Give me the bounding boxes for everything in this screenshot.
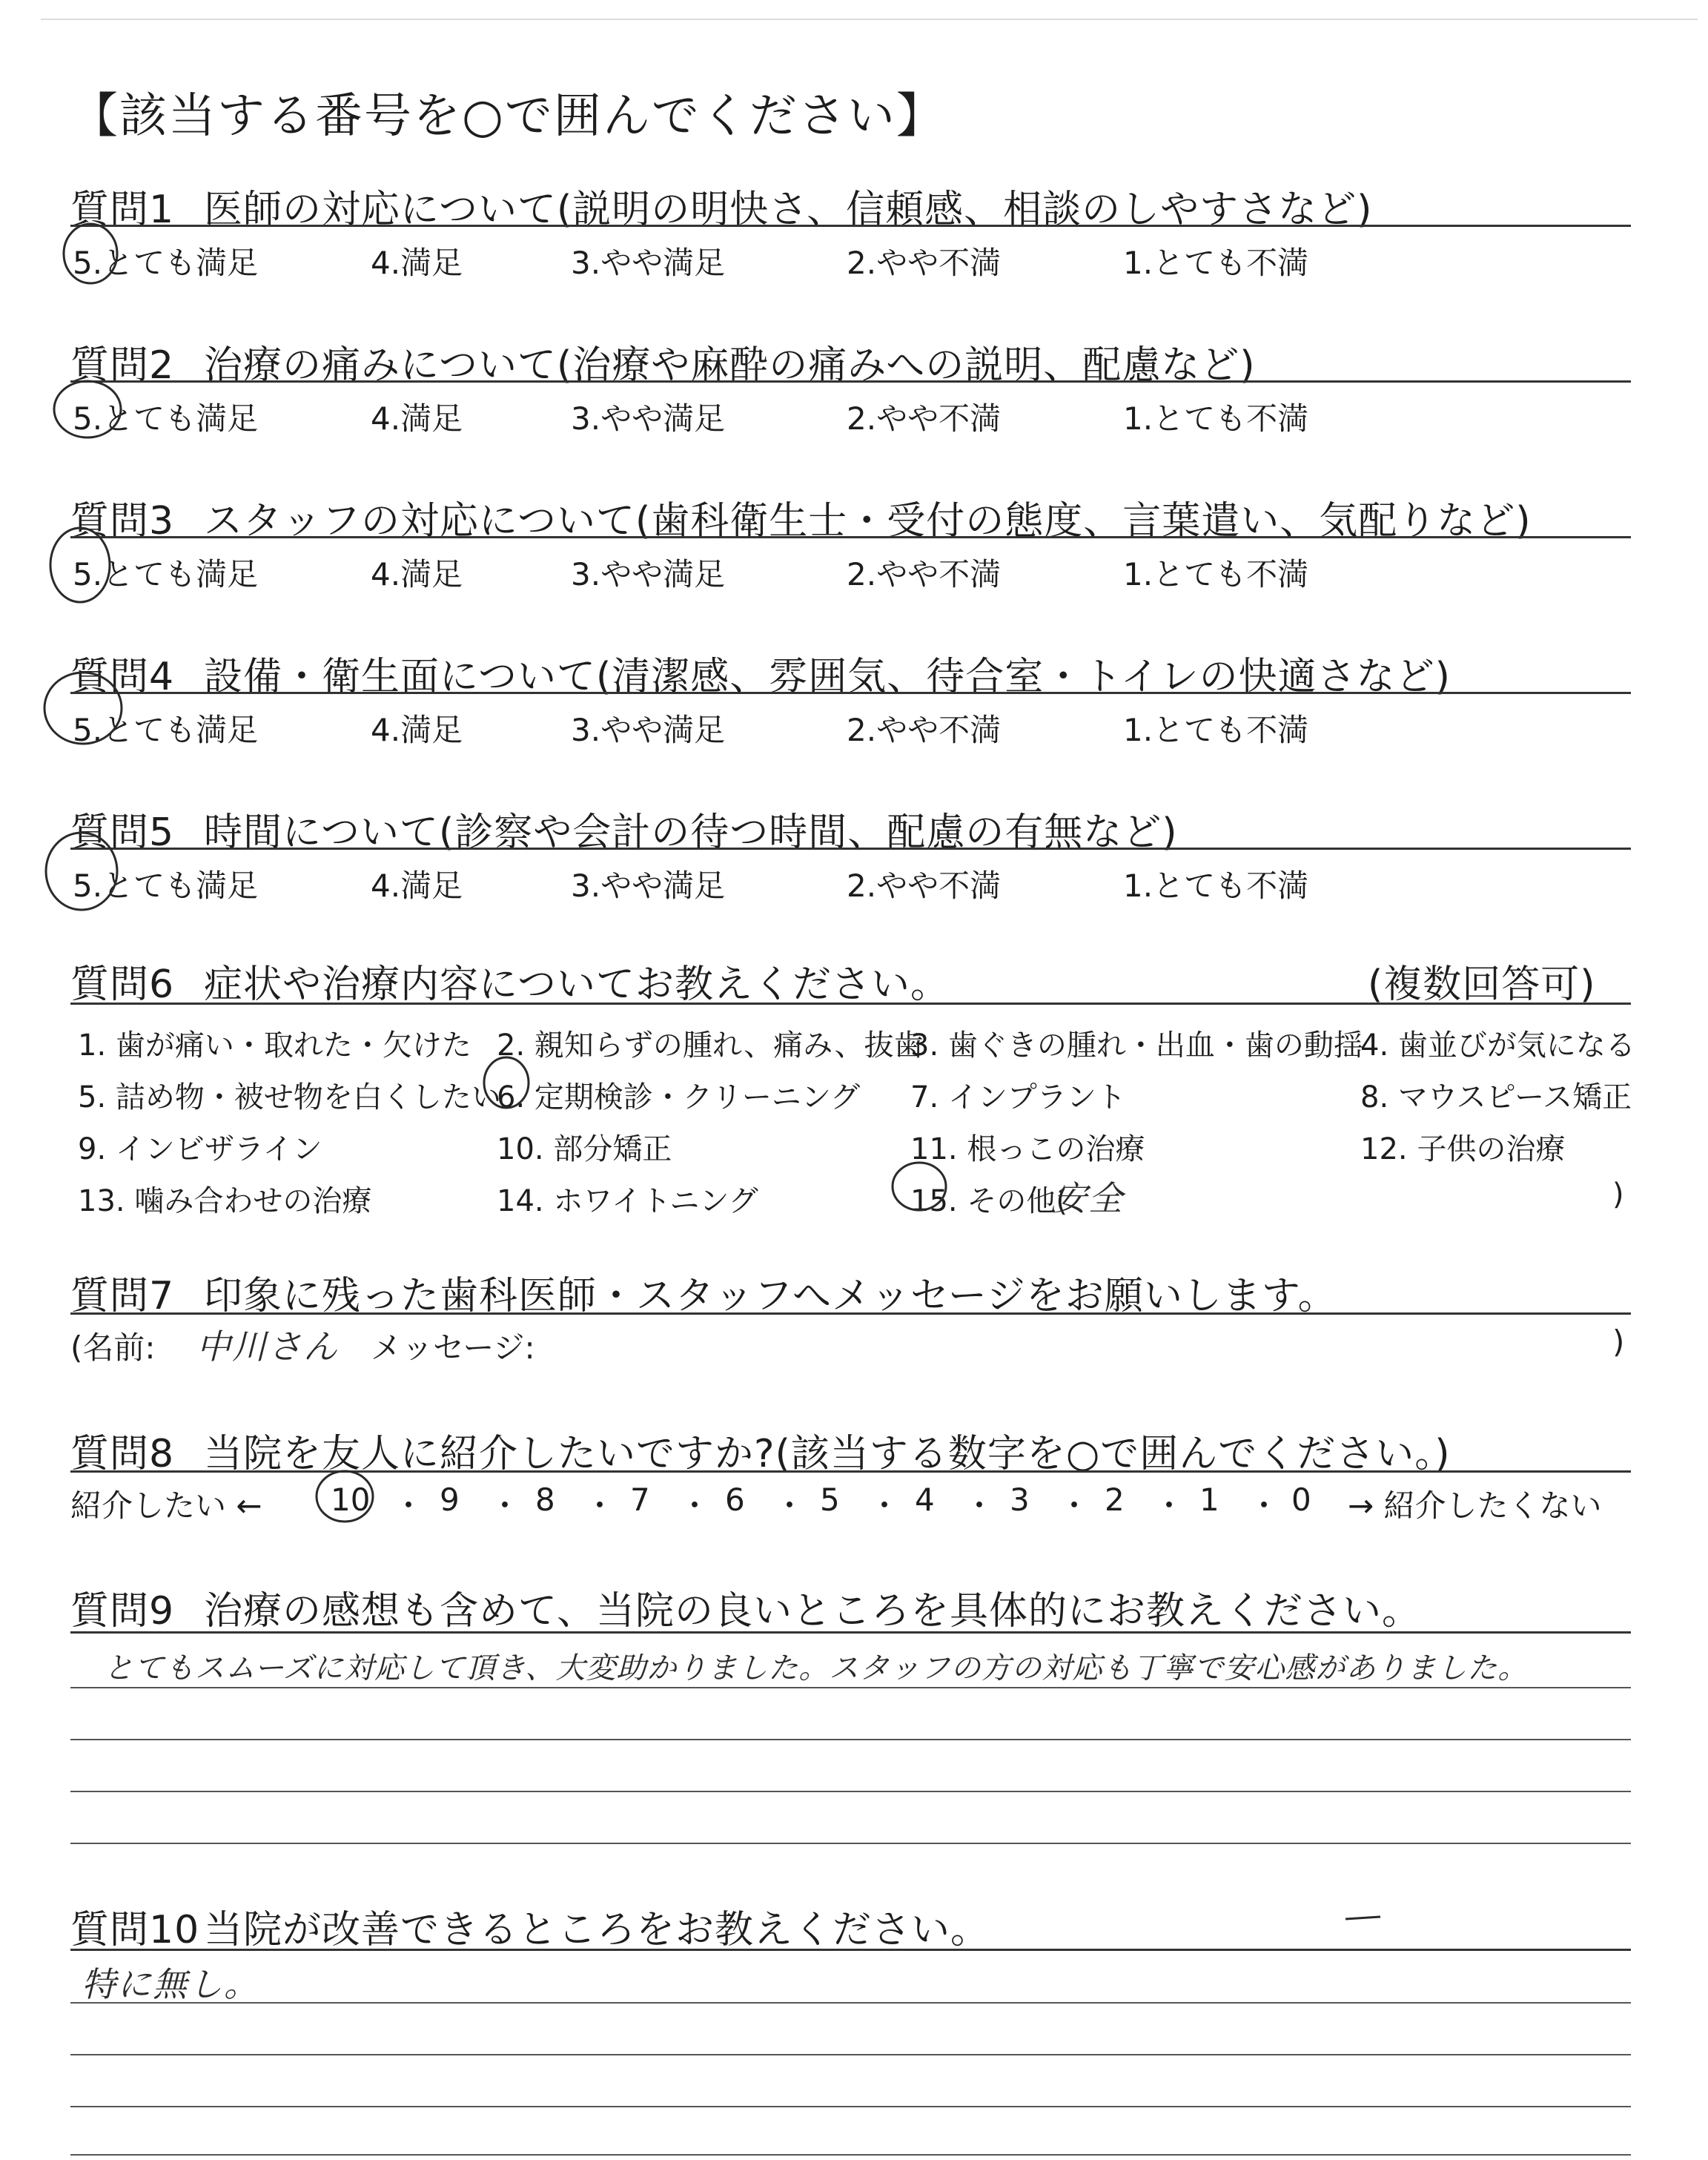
multiple-answer-note: (複数回答可) bbox=[1368, 962, 1596, 1007]
option-3[interactable]: 3.やや満足 bbox=[571, 712, 726, 748]
scale-dot: ・ bbox=[1153, 1487, 1185, 1524]
symptom-item[interactable]: 12. 子供の治療 bbox=[1360, 1132, 1566, 1166]
close-paren: ) bbox=[1612, 1178, 1624, 1212]
option-1[interactable]: 1.とても不満 bbox=[1123, 868, 1309, 904]
question-label: 質問7 bbox=[70, 1274, 175, 1318]
scale-6[interactable]: 6 bbox=[725, 1482, 745, 1518]
question-text: 当院を友人に紹介したいですか?(該当する数字を○で囲んでください。) bbox=[204, 1432, 1451, 1476]
question-label: 質問5 bbox=[70, 810, 175, 855]
answer-handwritten: とてもスムーズに対応して頂き、大変助かりました。スタッフの方の対応も丁寧で安心感がありました。 bbox=[104, 1651, 1529, 1685]
option-2[interactable]: 2.やや不満 bbox=[847, 400, 1002, 437]
question-text: スタッフの対応について(歯科衛生士・受付の態度、言葉遣い、気配りなど) bbox=[204, 499, 1532, 544]
scale-dot: ・ bbox=[1248, 1487, 1280, 1524]
name-label: (名前: bbox=[70, 1330, 156, 1366]
question-label: 質問4 bbox=[70, 655, 175, 699]
scale-5[interactable]: 5 bbox=[820, 1482, 840, 1518]
symptom-item[interactable]: 10. 部分矯正 bbox=[497, 1132, 672, 1166]
option-3[interactable]: 3.やや満足 bbox=[571, 400, 726, 437]
scale-1[interactable]: 1 bbox=[1199, 1482, 1219, 1518]
question-label: 質問2 bbox=[70, 343, 175, 388]
option-1[interactable]: 1.とても不満 bbox=[1123, 712, 1309, 748]
option-1[interactable]: 1.とても不満 bbox=[1123, 245, 1309, 281]
symptom-item[interactable]: 13. 噛み合わせの治療 bbox=[78, 1184, 372, 1218]
option-2[interactable]: 2.やや不満 bbox=[847, 868, 1002, 904]
scale-dot: ・ bbox=[869, 1487, 901, 1524]
symptom-item[interactable]: 4. 歯並びが気になる bbox=[1360, 1028, 1635, 1063]
question-text: 設備・衛生面について(清潔感、雰囲気、待合室・トイレの快適さなど) bbox=[204, 655, 1451, 699]
scale-dot: ・ bbox=[679, 1487, 711, 1524]
option-5[interactable]: 5.とても満足 bbox=[73, 712, 259, 748]
question-text: 印象に残った歯科医師・スタッフへメッセージをお願いします。 bbox=[204, 1274, 1337, 1318]
question-text: 時間について(診察や会計の待つ時間、配慮の有無など) bbox=[204, 810, 1178, 855]
option-2[interactable]: 2.やや不満 bbox=[847, 245, 1002, 281]
option-5[interactable]: 5.とても満足 bbox=[73, 400, 259, 437]
option-5[interactable]: 5.とても満足 bbox=[73, 556, 259, 592]
question-label: 質問3 bbox=[70, 499, 175, 544]
scale-3[interactable]: 3 bbox=[1010, 1482, 1030, 1518]
selection-circle bbox=[317, 1471, 373, 1522]
option-2[interactable]: 2.やや不満 bbox=[847, 712, 1002, 748]
question-text: 当院が改善できるところをお教えください。 bbox=[204, 1908, 990, 1952]
stray-mark bbox=[1345, 1917, 1380, 1919]
scale-left-label: 紹介したい ← bbox=[70, 1487, 262, 1524]
option-5[interactable]: 5.とても満足 bbox=[73, 868, 259, 904]
scale-dot: ・ bbox=[393, 1487, 425, 1524]
scale-8[interactable]: 8 bbox=[535, 1482, 555, 1518]
selection-circle bbox=[54, 381, 121, 437]
symptom-item[interactable]: 1. 歯が痛い・取れた・欠けた bbox=[78, 1028, 471, 1063]
symptom-item[interactable]: 6. 定期検診・クリーニング bbox=[497, 1080, 861, 1114]
option-2[interactable]: 2.やや不満 bbox=[847, 556, 1002, 592]
selection-circle bbox=[64, 224, 117, 283]
scale-10[interactable]: 10 bbox=[331, 1482, 371, 1518]
scale-dot: ・ bbox=[1059, 1487, 1090, 1524]
scale-right-label: → 紹介したくない bbox=[1348, 1487, 1602, 1524]
symptom-item[interactable]: 15. その他( bbox=[910, 1184, 1068, 1218]
option-1[interactable]: 1.とても不満 bbox=[1123, 556, 1309, 592]
question-text: 治療の痛みについて(治療や麻酔の痛みへの説明、配慮など) bbox=[204, 343, 1256, 388]
option-5[interactable]: 5.とても満足 bbox=[73, 245, 259, 281]
scale-0[interactable]: 0 bbox=[1291, 1482, 1311, 1518]
name-handwritten: 中川さん bbox=[196, 1327, 339, 1367]
answer-handwritten: 特に無し。 bbox=[82, 1964, 259, 2004]
option-4[interactable]: 4.満足 bbox=[371, 245, 463, 281]
scale-7[interactable]: 7 bbox=[630, 1482, 650, 1518]
scale-dot: ・ bbox=[584, 1487, 616, 1524]
symptom-item[interactable]: 14. ホワイトニング bbox=[497, 1184, 758, 1218]
selection-circle bbox=[46, 833, 117, 910]
question-text: 医師の対応について(説明の明快さ、信頼感、相談のしやすさなど) bbox=[204, 188, 1373, 232]
option-3[interactable]: 3.やや満足 bbox=[571, 868, 726, 904]
question-label: 質問9 bbox=[70, 1589, 175, 1634]
selection-circle bbox=[484, 1057, 529, 1108]
scale-dot: ・ bbox=[489, 1487, 521, 1524]
option-4[interactable]: 4.満足 bbox=[371, 712, 463, 748]
option-4[interactable]: 4.満足 bbox=[371, 400, 463, 437]
option-4[interactable]: 4.満足 bbox=[371, 556, 463, 592]
symptom-item[interactable]: 3. 歯ぐきの腫れ・出血・歯の動揺 bbox=[910, 1028, 1363, 1063]
option-1[interactable]: 1.とても不満 bbox=[1123, 400, 1309, 437]
selection-circle bbox=[44, 673, 122, 744]
other-handwritten: 安全 bbox=[1053, 1178, 1124, 1218]
page-title: 【該当する番号を○で囲んでください】 bbox=[70, 89, 945, 144]
symptom-item[interactable]: 2. 親知らずの腫れ、痛み、抜歯 bbox=[497, 1028, 924, 1063]
scale-9[interactable]: 9 bbox=[440, 1482, 460, 1518]
symptom-item[interactable]: 8. マウスピース矯正 bbox=[1360, 1080, 1632, 1114]
question-label: 質問6 bbox=[70, 962, 175, 1007]
scale-dot: ・ bbox=[964, 1487, 996, 1524]
symptom-item[interactable]: 7. インプラント bbox=[910, 1080, 1126, 1114]
question-label: 質問10 bbox=[70, 1908, 200, 1952]
message-label: メッセージ: bbox=[371, 1330, 535, 1366]
question-text: 症状や治療内容についてお教えください。 bbox=[204, 962, 950, 1007]
close-paren: ) bbox=[1612, 1324, 1625, 1360]
selection-circle bbox=[893, 1163, 946, 1210]
scale-2[interactable]: 2 bbox=[1105, 1482, 1125, 1518]
symptom-item[interactable]: 9. インビザライン bbox=[78, 1132, 322, 1166]
question-label: 質問8 bbox=[70, 1432, 175, 1476]
option-4[interactable]: 4.満足 bbox=[371, 868, 463, 904]
scale-4[interactable]: 4 bbox=[915, 1482, 935, 1518]
question-text: 治療の感想も含めて、当院の良いところを具体的にお教えください。 bbox=[204, 1589, 1421, 1634]
selection-circle bbox=[50, 528, 110, 602]
symptom-item[interactable]: 11. 根っこの治療 bbox=[910, 1132, 1145, 1166]
option-3[interactable]: 3.やや満足 bbox=[571, 556, 726, 592]
option-3[interactable]: 3.やや満足 bbox=[571, 245, 726, 281]
scale-dot: ・ bbox=[774, 1487, 806, 1524]
symptom-item[interactable]: 5. 詰め物・被せ物を白くしたい bbox=[78, 1080, 501, 1114]
question-label: 質問1 bbox=[70, 188, 175, 232]
